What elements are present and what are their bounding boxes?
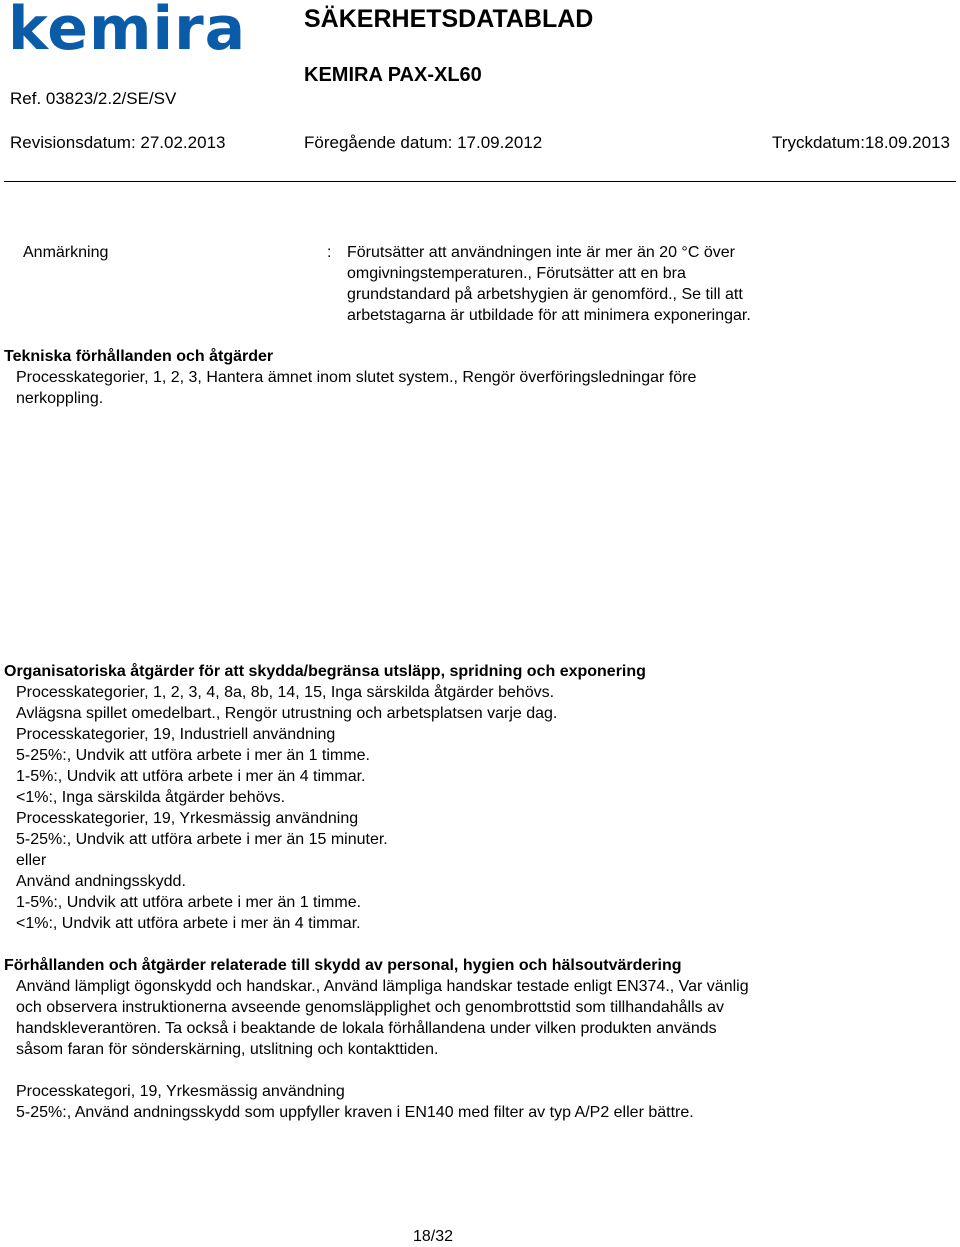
section-line: 5-25%:, Använd andningsskydd som uppfyller kraven i EN140 med filter av typ A/P2 eller bättre. — [16, 1104, 694, 1121]
print-date: Tryckdatum:18.09.2013 — [772, 133, 950, 152]
revision-date: Revisionsdatum: 27.02.2013 — [10, 133, 226, 152]
note-text — [347, 242, 807, 326]
section-line: såsom faran för sönderskärning, utslitning och kontakttiden. — [16, 1041, 439, 1058]
personal-protection-section — [4, 955, 904, 1123]
technical-measures-section — [4, 346, 904, 409]
kemira-logo: kemira — [8, 0, 247, 64]
note-separator: : — [327, 244, 332, 261]
section-heading: Tekniska förhållanden och åtgärder — [4, 348, 274, 365]
reference-number: Ref. 03823/2.2/SE/SV — [10, 89, 177, 108]
section-line: eller — [16, 852, 47, 869]
section-line: 5-25%:, Undvik att utföra arbete i mer än 15 minuter. — [16, 831, 388, 848]
section-line: Processkategorier, 19, Industriell användning — [16, 726, 336, 743]
section-line: Processkategorier, 19, Yrkesmässig användning — [16, 810, 359, 827]
section-line: <1%:, Undvik att utföra arbete i mer än 4 timmar. — [16, 915, 361, 932]
section-heading: Organisatoriska åtgärder för att skydda/begränsa utsläpp, spridning och exponering — [4, 663, 646, 680]
organisational-measures-section — [4, 661, 904, 934]
section-line: 5-25%:, Undvik att utföra arbete i mer än 1 timme. — [16, 747, 370, 764]
document-title: SÄKERHETSDATABLAD — [304, 5, 594, 33]
section-line: Processkategori, 19, Yrkesmässig användning — [16, 1083, 345, 1100]
note-line: omgivningstemperaturen., Förutsätter att en bra — [347, 265, 686, 282]
section-heading: Förhållanden och åtgärder relaterade till skydd av personal, hygien och hälsoutvärdering — [4, 957, 682, 974]
product-name: KEMIRA PAX-XL60 — [304, 64, 482, 86]
paragraph-gap — [16, 1060, 904, 1081]
previous-date: Föregående datum: 17.09.2012 — [304, 133, 543, 152]
note-line: Förutsätter att användningen inte är mer än 20 °C över — [347, 244, 735, 261]
page-number: 18/32 — [412, 1228, 454, 1245]
header-divider — [4, 181, 956, 182]
section-line: nerkoppling. — [16, 390, 104, 407]
section-line: Avlägsna spillet omedelbart., Rengör utrustning och arbetsplatsen varje dag. — [16, 705, 558, 722]
section-line: Använd lämpligt ögonskydd och handskar., Använd lämpliga handskar testade enligt EN374., Var vänlig — [16, 978, 749, 995]
section-line: 1-5%:, Undvik att utföra arbete i mer än 4 timmar. — [16, 768, 366, 785]
note-line: grundstandard på arbetshygien är genomförd., Se till att — [347, 286, 743, 303]
section-line: Använd andningsskydd. — [16, 873, 186, 890]
note-line: arbetstagarna är utbildade för att minimera exponeringar. — [347, 307, 751, 324]
section-line: handskleverantören. Ta också i beaktande de lokala förhållandena under vilken produkten används — [16, 1020, 717, 1037]
section-line: och observera instruktionerna avseende genomsläpplighet och genombrottstid som tillhandahålls av — [16, 999, 724, 1016]
section-line: Processkategorier, 1, 2, 3, 4, 8a, 8b, 14, 15, Inga särskilda åtgärder behövs. — [16, 684, 555, 701]
section-line: Processkategorier, 1, 2, 3, Hantera ämnet inom slutet system., Rengör överföringsledningar före — [16, 369, 697, 386]
note-label: Anmärkning — [23, 244, 109, 261]
section-line: 1-5%:, Undvik att utföra arbete i mer än 1 timme. — [16, 894, 362, 911]
section-line: <1%:, Inga särskilda åtgärder behövs. — [16, 789, 286, 806]
